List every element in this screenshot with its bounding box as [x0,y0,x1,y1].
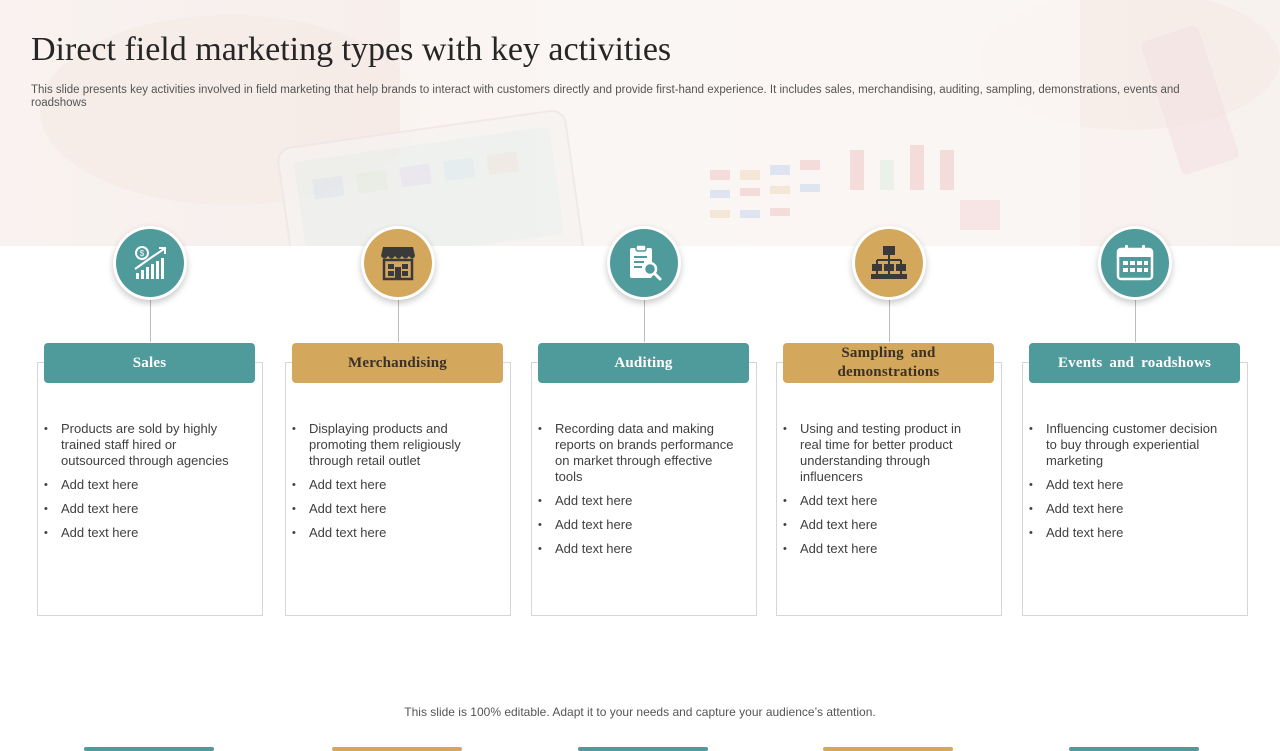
list-item: • Add text here [783,493,983,509]
column-sampling [776,228,1002,620]
icon-badge-events [1101,229,1169,297]
column-sales [37,228,263,620]
icon-badge-sampling [855,229,923,297]
list-item: • Influencing customer decision to buy through experiential marketing [1029,421,1229,469]
connector-line [644,298,645,342]
list-item: • Add text here [538,541,738,557]
list-item: • Add text here [1029,501,1229,517]
bullet-list-merchandising [292,421,492,549]
accent-bar [578,747,708,751]
column-events [1022,228,1248,620]
accent-bar [1069,747,1199,751]
list-item: • Using and testing product in real time for better product understanding through influencers [783,421,983,485]
list-item: • Add text here [1029,477,1229,493]
list-item: • Add text here [44,525,244,541]
bullet-list-events [1029,421,1229,549]
label-events: Events and roadshows [1029,343,1240,383]
footer-note: This slide is 100% editable. Adapt it to your needs and capture your audience’s attention. [404,705,876,719]
page-title: Direct field marketing types with key activities [31,31,672,68]
column-auditing [531,228,757,620]
label-sales: Sales [44,343,255,383]
label-auditing: Auditing [538,343,749,383]
hierarchy-icon [869,243,909,283]
list-item: • Add text here [292,525,492,541]
list-item: • Products are sold by highly trained staff hired or outsourced through agencies [44,421,244,469]
list-item: • Add text here [538,517,738,533]
list-item: • Add text here [292,477,492,493]
label-merchandising: Merchandising [292,343,503,383]
growth-chart-icon [130,243,170,283]
header-banner [0,0,1280,246]
list-item: • Add text here [1029,525,1229,541]
storefront-icon [378,243,418,283]
list-item: • Add text here [44,501,244,517]
clipboard-magnifier-icon [624,243,664,283]
page-subtitle: This slide presents key activities involved in field marketing that help brands to interact with customers directly and provide first-hand experience. It includes sales, merchandising, auditing, sampling, demonstrations, events and roadshows [31,84,1180,109]
bullet-list-sales [44,421,244,549]
accent-bar [332,747,462,751]
connector-line [1135,298,1136,342]
list-item: • Add text here [783,517,983,533]
calendar-icon [1115,243,1155,283]
accent-bar [84,747,214,751]
list-item: • Displaying products and promoting them religiously through retail outlet [292,421,492,469]
connector-line [889,298,890,342]
list-item: • Recording data and making reports on brands performance on market through effective tools [538,421,738,485]
list-item: • Add text here [44,477,244,493]
icon-badge-sales [116,229,184,297]
accent-bar [823,747,953,751]
list-item: • Add text here [538,493,738,509]
connector-line [398,298,399,342]
icon-badge-merchandising [364,229,432,297]
label-sampling: Sampling and demonstrations [783,343,994,383]
icon-badge-auditing [610,229,678,297]
column-merchandising [285,228,511,620]
list-item: • Add text here [292,501,492,517]
bullet-list-auditing [538,421,738,565]
bullet-list-sampling [783,421,983,565]
connector-line [150,298,151,342]
list-item: • Add text here [783,541,983,557]
svg-text:$: $ [139,249,145,258]
